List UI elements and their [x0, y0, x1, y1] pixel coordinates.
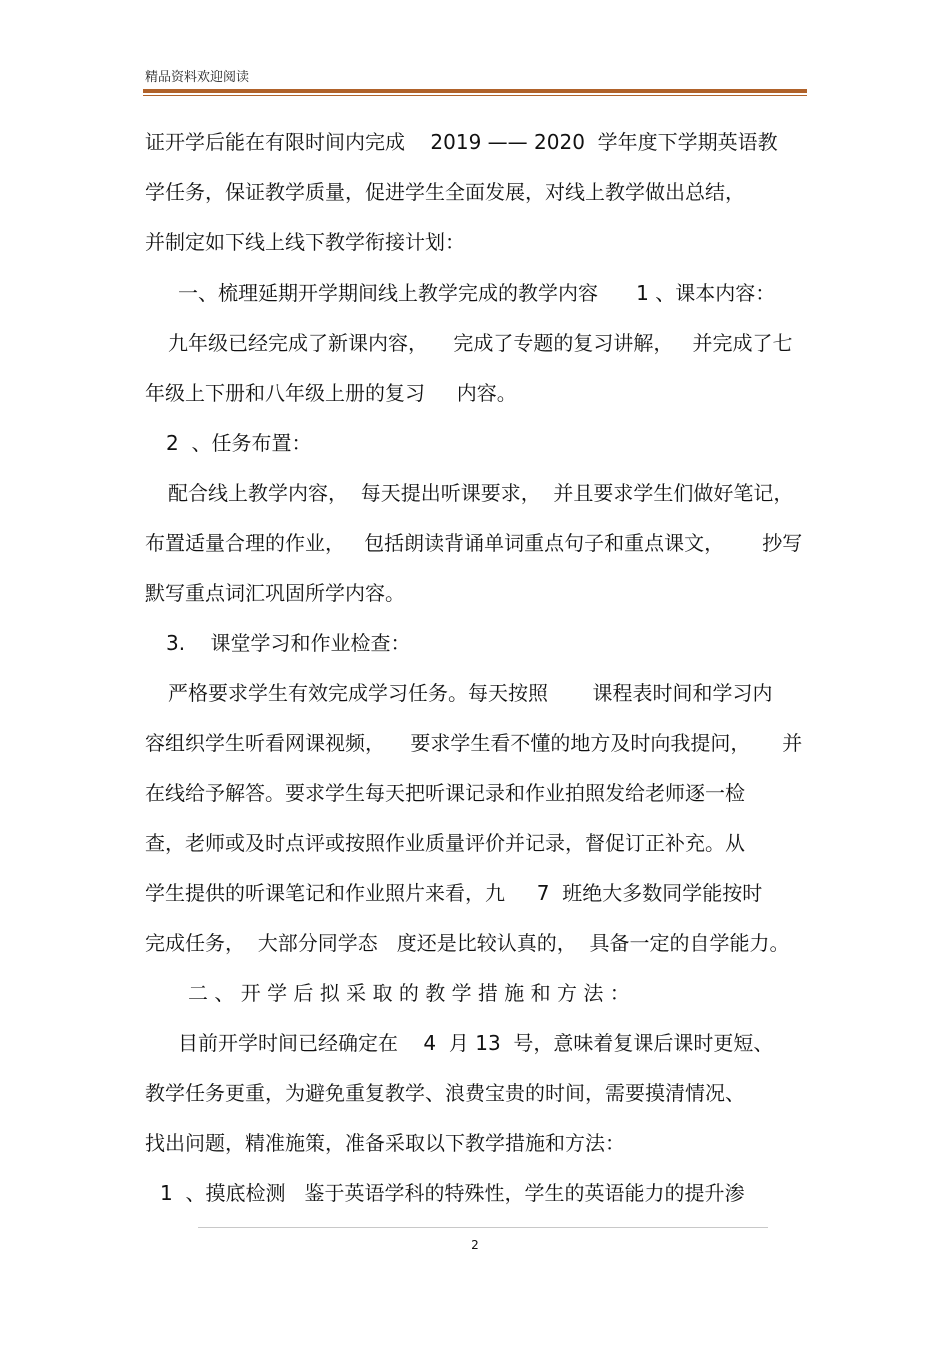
section-heading-1: 一、梳理延期开学期间线上教学完成的教学内容 1 、课本内容： — [178, 281, 776, 305]
body-line: 并制定如下线上线下教学衔接计划： — [145, 230, 465, 254]
page-number: 2 — [471, 1238, 479, 1252]
body-line: 教学任务更重，为避免重复教学、浪费宝贵的时间，需要摸清情况、 — [145, 1081, 745, 1105]
subheading-task: 2 、任务布置： — [166, 431, 312, 455]
header-divider — [143, 89, 807, 93]
header-divider-thin — [143, 95, 807, 96]
body-line: 查，老师或及时点评或按照作业质量评价并记录，督促订正补充。从 — [145, 831, 745, 855]
footer-divider — [198, 1227, 768, 1228]
body-line: 找出问题，精准施策，准备采取以下教学措施和方法： — [145, 1131, 625, 1155]
body-line: 九年级已经完成了新课内容， 完成了专题的复习讲解， 并完成了七 — [168, 331, 793, 355]
body-line: 年级上下册和八年级上册的复习 内容。 — [145, 381, 517, 405]
body-line: 目前开学时间已经确定在 4 月 13 号，意味着复课后课时更短、 — [178, 1031, 774, 1055]
body-line: 严格要求学生有效完成学习任务。每天按照 课程表时间和学习内 — [168, 681, 773, 705]
body-line: 配合线上教学内容， 每天提出听课要求， 并且要求学生们做好笔记， — [168, 481, 794, 505]
body-line: 证开学后能在有限时间内完成 2019 —— 2020 学年度下学期英语教 — [145, 130, 778, 154]
body-line: 布置适量合理的作业， 包括朗读背诵单词重点句子和重点课文， 抄写 — [145, 531, 803, 555]
body-line: 1 、摸底检测 鉴于英语学科的特殊性，学生的英语能力的提升渗 — [160, 1181, 745, 1205]
body-line: 在线给予解答。要求学生每天把听课记录和作业拍照发给老师逐一检 — [145, 781, 745, 805]
page-header-text: 精品资料欢迎阅读 — [145, 70, 250, 85]
body-line: 完成任务， 大部分同学态 度还是比较认真的， 具备一定的自学能力。 — [145, 931, 790, 955]
subheading-homework-check: 3. 课堂学习和作业检查： — [166, 631, 411, 655]
body-line: 默写重点词汇巩固所学内容。 — [145, 581, 405, 605]
section-heading-2: 二 、 开 学 后 拟 采 取 的 教 学 措 施 和 方 法 ： — [188, 981, 630, 1005]
body-line: 容组织学生听看网课视频， 要求学生看不懂的地方及时向我提问， 并 — [145, 731, 803, 755]
body-line: 学生提供的听课笔记和作业照片来看，九 7 班绝大多数同学能按时 — [145, 881, 763, 905]
body-line: 学任务，保证教学质量，促进学生全面发展，对线上教学做出总结， — [145, 180, 745, 204]
